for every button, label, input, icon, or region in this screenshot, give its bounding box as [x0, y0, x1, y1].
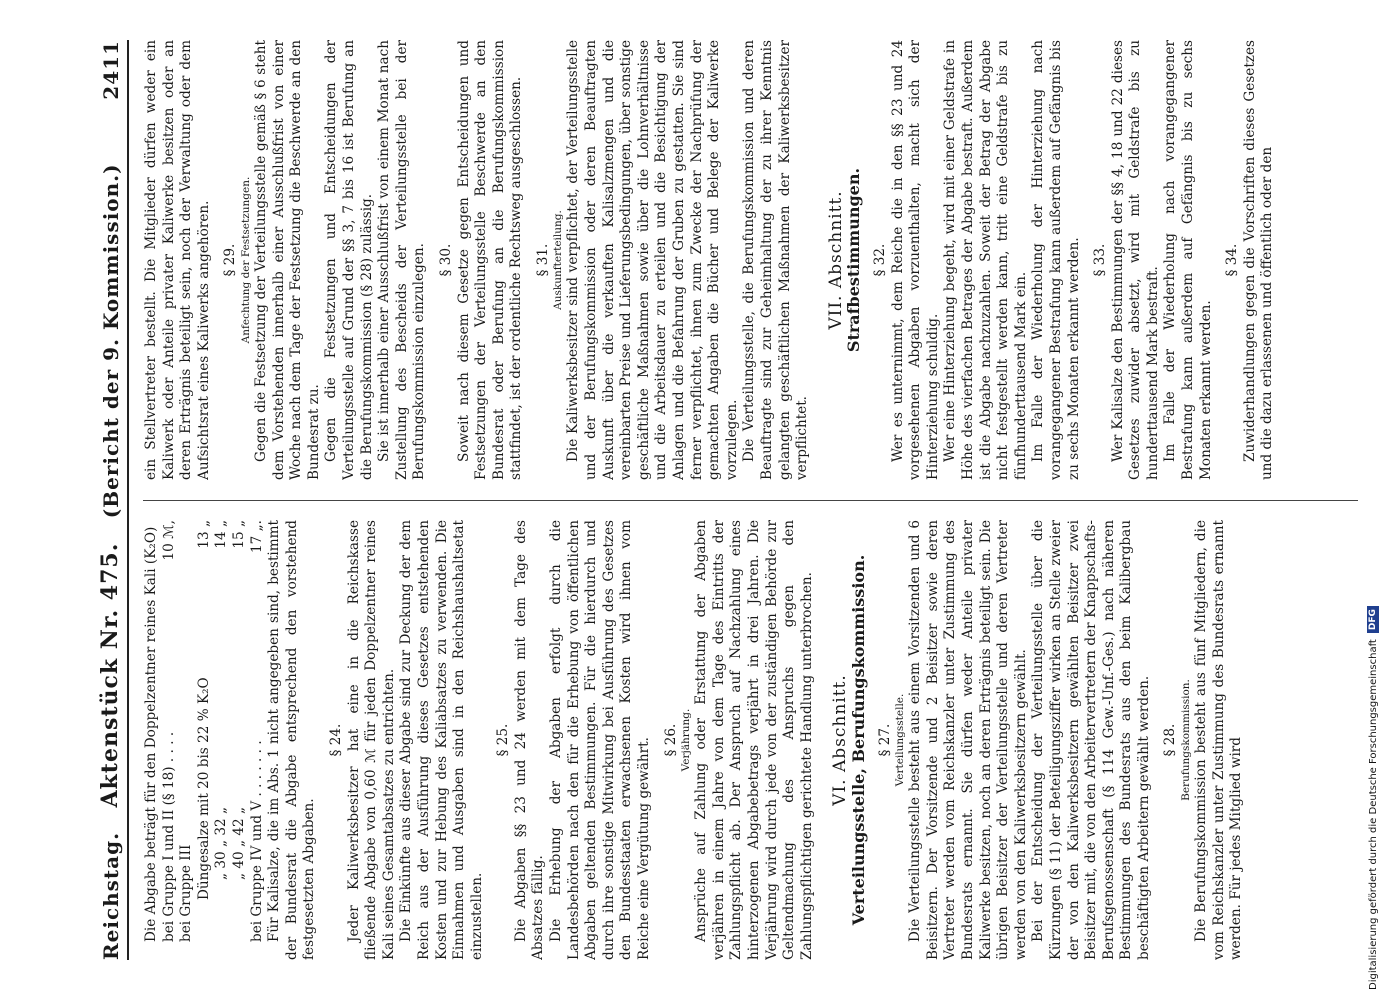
section-number: § 27. — [876, 723, 893, 757]
paragraph: Jeder Kaliwerksbesitzer hat eine in die Reichskasse fließende Abgabe von 0,60 ℳ für jeden Doppelzentner reines Kali seines Gesamtabsatzes zu entrichten. — [345, 520, 397, 960]
paragraph: Bei der Entscheidung der Verteilungsstelle über die Kürzungen (§ 11) der Beteiligungsziffer wirken an Stelle zweier der von den Kaliwerksbesitzern gewählten Beisitzer zwei Beisitzer mit, die von den Arbeitervertretern der Knappschafts-Berufsgenossenschaft (§ 114 Gew.-Unf.-Ges.) nach näheren Bestimmungen des Bundesrats aus den beim Kalibergbau beschäftigten Arbeitern gewählt werden. — [1030, 520, 1152, 960]
column-divider — [143, 500, 1358, 501]
chapter-title: Verteilungsstelle, Berufungskommission. — [848, 554, 868, 926]
paragraph: Wer eine Hinterziehung begeht, wird mit einer Geldstrafe in Höhe des vierfachen Betrages der Abgabe bestraft. Außerdem ist die Abgabe nachzuzahlen. Soweit der Betrag der Abgabe nicht festgestellt werden kann, tritt eine Geldstrafe bis zu fünfhunderttausend Mark ein. — [942, 40, 1029, 480]
left-column — [143, 520, 1358, 960]
page-header — [87, 40, 129, 960]
rate-row — [213, 520, 231, 960]
section-number: § 34. — [1224, 243, 1241, 277]
rate-row — [178, 520, 196, 960]
scanned-page — [75, 0, 1375, 1000]
rate-row — [231, 520, 249, 960]
section-subtitle: Berufungskommission. — [1180, 679, 1193, 801]
section-subtitle: Verjährung. — [680, 708, 693, 772]
header-left: Reichstag. — [99, 831, 123, 960]
paragraph: Die Einkünfte aus dieser Abgabe sind zur Deckung der dem Reich aus der Ausführung dieses Gesetzes entstehenden Kosten und zur Hebung des Kaliabsatzes zu verwenden. Die Einnahmen und Ausgaben sind in den Reichshaushaltsetat einzustellen. — [398, 520, 485, 960]
section-number: § 25. — [495, 723, 512, 757]
paragraph: Im Falle der Wiederholung nach vorangegangener Bestrafung kann außerdem auf Gefängnis bis zu sechs Monaten erkannt werden. — [1162, 40, 1214, 480]
rate-value: 17 „. — [248, 520, 265, 553]
rate-value — [178, 520, 196, 594]
dfg-logo: DFG — [1367, 606, 1379, 633]
rate-value: 13 „ — [195, 520, 212, 549]
section-number: § 30. — [437, 243, 454, 277]
paragraph: Soweit nach diesem Gesetze gegen Entscheidungen und Festsetzungen der Verteilungsstelle Beschwerde an den Bundesrat oder Berufung an die Berufungskommission stattfindet, ist der ordentliche Rechtsweg ausgeschlossen. — [455, 40, 525, 480]
section-number: § 33. — [1092, 243, 1109, 277]
rate-label: „ 40 „ 42 „ — [230, 806, 247, 880]
rate-value: 14 „ — [213, 520, 230, 549]
section-number: § 29. — [222, 243, 239, 277]
rate-value: 15 „ — [230, 520, 247, 549]
rate-row — [249, 520, 267, 960]
section-subtitle: Auskunfterteilung. — [552, 210, 565, 310]
rate-label: bei Gruppe IV und V . . . . . . . — [248, 740, 265, 942]
paragraph: Die Abgaben §§ 23 und 24 werden mit dem Tage des Absatzes fällig. — [512, 520, 547, 960]
page-number: 2411 — [99, 40, 123, 100]
section-number: § 28. — [1162, 723, 1179, 757]
funding-credit: Digitalisierung gefördert durch die Deutsche Forschungsgemeinschaft — [1367, 639, 1379, 990]
paragraph: ein Stellvertreter bestellt. Die Mitglieder dürfen weder ein Kaliwerk oder Anteile privater Kaliwerke besitzen oder an deren Erträgnis beteiligt sein, noch der Verwaltung oder dem Aufsichtsrat eines Kaliwerks angehören. — [143, 40, 212, 480]
paragraph: Gegen die Festsetzung der Verteilungsstelle gemäß § 6 steht dem Vorstehenden innerhalb einer Ausschlußfrist von einer Woche nach dem Tage der Festsetzung die Beschwerde an den Bundesrat zu. — [252, 40, 322, 480]
header-report-label: (Bericht der 9. Kommission.) — [99, 163, 123, 519]
rates-intro: Die Abgabe beträgt für den Doppelzentner reines Kali (K₂O) — [143, 526, 159, 942]
section-subtitle: Verteilungsstelle. — [894, 693, 907, 787]
paragraph: Gegen die Festsetzungen und Entscheidungen der Verteilungsstelle auf Grund der §§ 3, 7 bis 16 ist Berufung an die Berufungskommission (§ 28) zulässig. — [323, 40, 375, 480]
header-title: Aktenstück Nr. 475. — [97, 542, 123, 808]
paragraph: Ansprüche auf Zahlung oder Erstattung der Abgaben verjähren in einem Jahre von dem Tage des Eintritts der Zahlungspflicht ab. Der Anspruch auf Nachzahlung eines hinterzogenen Abgabebetrags verjährt in drei Jahren. Die Verjährung wird durch jede von der zuständigen Behörde zur Geltendmachung des Anspruchs gegen den Zahlungspflichtigen gerichtete Handlung unterbrochen. — [693, 520, 815, 960]
chapter-title: Strafbestimmungen. — [844, 167, 864, 353]
right-column — [143, 40, 1358, 480]
paragraph: Wer es unternimmt, dem Reiche die in den §§ 23 und 24 vorgesehenen Abgaben vorzuenthalten, macht sich der Hinterziehung schuldig. — [889, 40, 941, 480]
paragraph: Die Verteilungsstelle besteht aus einem Vorsitzenden und 6 Beisitzern. Der Vorsitzende und 2 Beisitzer sowie deren Vertreter werden vom Reichskanzler unter Zustimmung des Bundesrats ernannt. Sie dürfen weder Anteile privater Kaliwerke besitzen, noch an deren Erträgnis beteiligt sein. Die übrigen Beisitzer der Verteilungsstelle und deren Vertreter werden von den Kaliwerksbesitzern gewählt. — [907, 520, 1029, 960]
paragraph: Sie ist innerhalb einer Ausschlußfrist von einem Monat nach Zustellung des Bescheids der Verteilungsstelle bei der Berufungskommission einzulegen. — [376, 40, 428, 480]
section-number: § 31. — [534, 243, 551, 277]
rate-label: Düngesalze mit 20 bis 22 % K₂O — [195, 677, 212, 900]
header-right — [99, 40, 127, 518]
paragraph: Die Erhebung der Abgaben erfolgt durch die Landesbehörden nach den für die Erhebung von öffentlichen Abgaben geltenden Bestimmungen. Für die hierdurch und durch ihre sonstige Mitwirkung bei Ausführung des Gesetzes den Bundesstaaten erwachsenen Kosten wird ihnen vom Reiche eine Vergütung gewährt. — [548, 520, 653, 960]
paragraph: Für Kalisalze, die im Abs. 1 nicht angegeben sind, bestimmt der Bundesrat die Abgabe entsprechend den vorstehend festgesetzten Abgaben. — [266, 520, 318, 960]
paragraph: Wer Kalisalze den Bestimmungen der §§ 4, 18 und 22 dieses Gesetzes zuwider absetzt, wird mit Geldstrafe bis zu hunderttausend Mark bestraft. — [1109, 40, 1161, 480]
section-number: § 26. — [662, 723, 679, 757]
chapter-heading: VII. Abschnitt. — [825, 190, 846, 330]
rate-row — [196, 520, 214, 960]
rate-label: bei Gruppe I und II (§ 18) . . . . — [160, 731, 177, 942]
rate-label: bei Gruppe III — [178, 844, 195, 942]
rate-row — [161, 520, 179, 960]
rate-value: 10 ℳ, — [160, 520, 177, 561]
section-subtitle: Anfechtung der Festsetzungen. — [239, 176, 252, 344]
digitization-note — [1363, 10, 1383, 990]
paragraph: Die Kaliwerksbesitzer sind verpflichtet, der Verteilungsstelle und der Berufungskommission oder deren Beauftragten Auskunft über die verkauften Kalisalzmengen und die vereinbarten Preise und Lieferungsbedingungen, über sonstige geschäftliche Maßnahmen sowie über die Lohnverhältnisse und die Arbeitsdauer zu erteilen und die Besichtigung der Anlagen und die Befahrung der Gruben zu gestatten. Sie sind ferner verpflichtet, ihnen zum Zwecke der Nachprüfung der gemachten Angaben die Bücher und Belege der Kaliwerke vorzulegen. — [565, 40, 740, 480]
section-number: § 24. — [327, 723, 344, 757]
paragraph: Die Berufungskommission besteht aus fünf Mitgliedern, die vom Reichskanzler unter Zustimmung des Bundesrats ernannt werden. Für jedes Mitglied wird — [1193, 520, 1245, 960]
paragraph: Zuwiderhandlungen gegen die Vorschriften dieses Gesetzes und die dazu erlassenen und öffentlich oder den — [1241, 40, 1276, 480]
chapter-heading: VI. Abschnitt. — [830, 674, 851, 806]
section-number: § 32. — [871, 243, 888, 277]
paragraph: Im Falle der Wiederholung der Hinterziehung nach vorangegangener Bestrafung kann außerdem auf Gefängnis bis zu sechs Monaten erkannt werden. — [1030, 40, 1082, 480]
paragraph: Die Verteilungsstelle, die Berufungskommission und deren Beauftragte sind zur Geheimhaltung der zu ihrer Kenntnis gelangten geschäftlichen Maßnahmen der Kaliwerksbesitzer verpflichtet. — [741, 40, 811, 480]
rate-label: „ 30 „ 32 „ — [213, 806, 230, 880]
digitization-note-text — [1363, 10, 1383, 990]
